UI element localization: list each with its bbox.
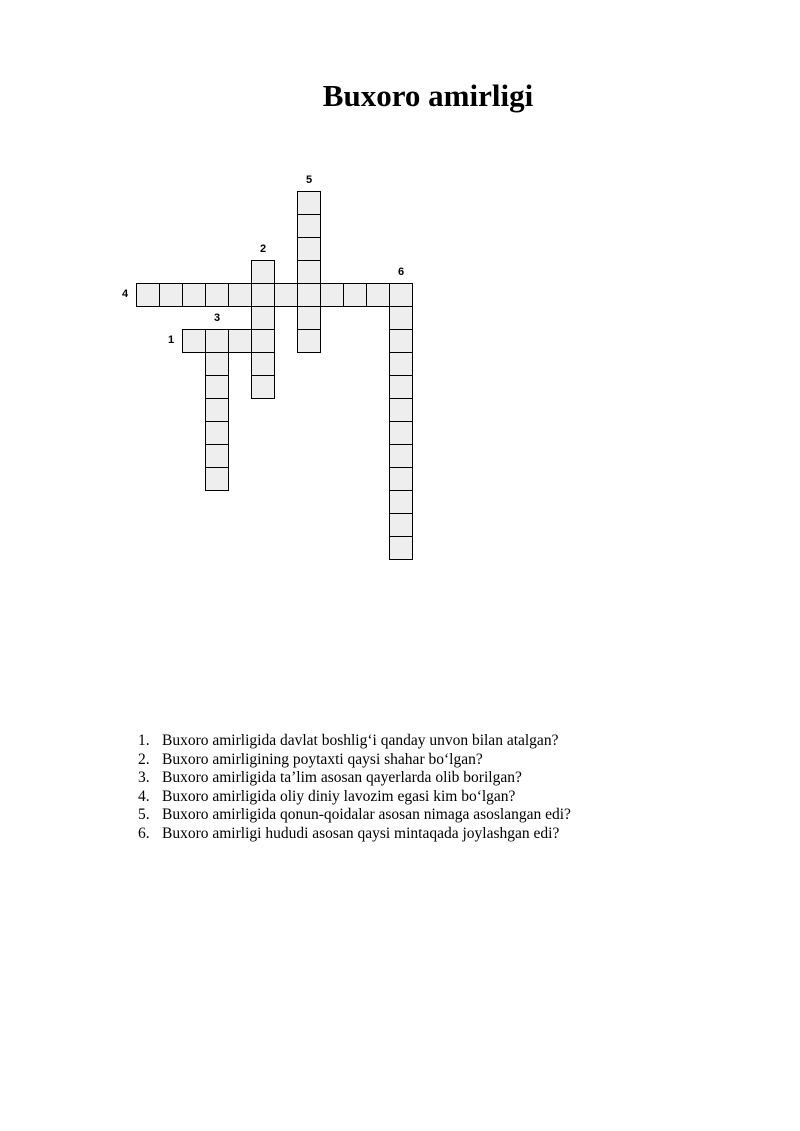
crossword-cell[interactable] xyxy=(205,444,229,468)
clue-list xyxy=(138,732,571,843)
crossword-cell[interactable] xyxy=(251,329,275,353)
clue-number: 3. xyxy=(138,769,150,786)
crossword-cell[interactable] xyxy=(205,421,229,445)
crossword-number-1: 1 xyxy=(167,334,175,346)
crossword-cell[interactable] xyxy=(297,329,321,353)
crossword-cell[interactable] xyxy=(251,283,275,307)
crossword-cell[interactable] xyxy=(182,283,206,307)
crossword-cell[interactable] xyxy=(297,191,321,215)
crossword-cell[interactable] xyxy=(297,306,321,330)
crossword-number-6: 6 xyxy=(397,266,405,278)
crossword-cell[interactable] xyxy=(205,352,229,376)
crossword-number-2: 2 xyxy=(259,243,267,255)
crossword-cell[interactable] xyxy=(205,375,229,399)
page-title: Buxoro amirligi xyxy=(322,78,534,113)
crossword-cell[interactable] xyxy=(251,352,275,376)
crossword-cell[interactable] xyxy=(182,329,206,353)
crossword-cell[interactable] xyxy=(159,283,183,307)
clue-item xyxy=(138,732,571,751)
clue-number: 1. xyxy=(138,732,150,749)
crossword-cell[interactable] xyxy=(228,283,252,307)
clue-text: Buxoro amirligida qonun-qoidalar asosan nimaga asoslangan edi? xyxy=(162,806,571,823)
crossword-cell[interactable] xyxy=(389,444,413,468)
crossword-cell[interactable] xyxy=(251,260,275,284)
crossword-cell[interactable] xyxy=(205,329,229,353)
crossword-cell[interactable] xyxy=(297,237,321,261)
clue-item xyxy=(138,825,571,844)
crossword-cell[interactable] xyxy=(389,398,413,422)
crossword-cell[interactable] xyxy=(389,467,413,491)
crossword-cell[interactable] xyxy=(297,214,321,238)
clue-item xyxy=(138,769,571,788)
crossword-cell[interactable] xyxy=(389,352,413,376)
crossword-cell[interactable] xyxy=(343,283,367,307)
clue-text: Buxoro amirligida oliy diniy lavozim egasi kim bo‘lgan? xyxy=(162,787,516,805)
crossword-cell[interactable] xyxy=(389,329,413,353)
crossword-cell[interactable] xyxy=(251,375,275,399)
clue-text: Buxoro amirligining poytaxti qaysi shahar bo‘lgan? xyxy=(162,750,483,768)
clue-number: 6. xyxy=(138,824,150,842)
crossword-cell[interactable] xyxy=(205,283,229,307)
clue-text: Buxoro amirligi hududi asosan qaysi mintaqada joylashgan edi? xyxy=(162,824,560,842)
clue-item xyxy=(138,751,571,770)
crossword-number-5: 5 xyxy=(305,174,313,186)
crossword-cell[interactable] xyxy=(205,467,229,491)
crossword-cell[interactable] xyxy=(228,329,252,353)
crossword-cell[interactable] xyxy=(320,283,344,307)
clue-number: 5. xyxy=(138,806,150,823)
crossword-cell[interactable] xyxy=(297,260,321,284)
crossword-number-3: 3 xyxy=(213,312,221,324)
clue-number: 4. xyxy=(138,787,150,805)
crossword-cell[interactable] xyxy=(389,306,413,330)
crossword-cell[interactable] xyxy=(251,306,275,330)
crossword-number-4: 4 xyxy=(121,288,129,300)
clue-item xyxy=(138,806,571,825)
crossword-cell[interactable] xyxy=(389,513,413,537)
clue-item xyxy=(138,788,571,807)
clue-text: Buxoro amirligida davlat boshlig‘i qanday unvon bilan atalgan? xyxy=(162,732,559,749)
clue-number: 2. xyxy=(138,750,150,768)
crossword-cell[interactable] xyxy=(136,283,160,307)
crossword-cell[interactable] xyxy=(389,421,413,445)
crossword-cell[interactable] xyxy=(389,490,413,514)
crossword-cell[interactable] xyxy=(389,536,413,560)
clue-text: Buxoro amirligida ta’lim asosan qayerlarda olib borilgan? xyxy=(162,769,522,786)
crossword-cell[interactable] xyxy=(389,375,413,399)
crossword-cell[interactable] xyxy=(366,283,390,307)
crossword-cell[interactable] xyxy=(389,283,413,307)
crossword-cell[interactable] xyxy=(205,398,229,422)
crossword-cell[interactable] xyxy=(297,283,321,307)
crossword-cell[interactable] xyxy=(274,283,298,307)
